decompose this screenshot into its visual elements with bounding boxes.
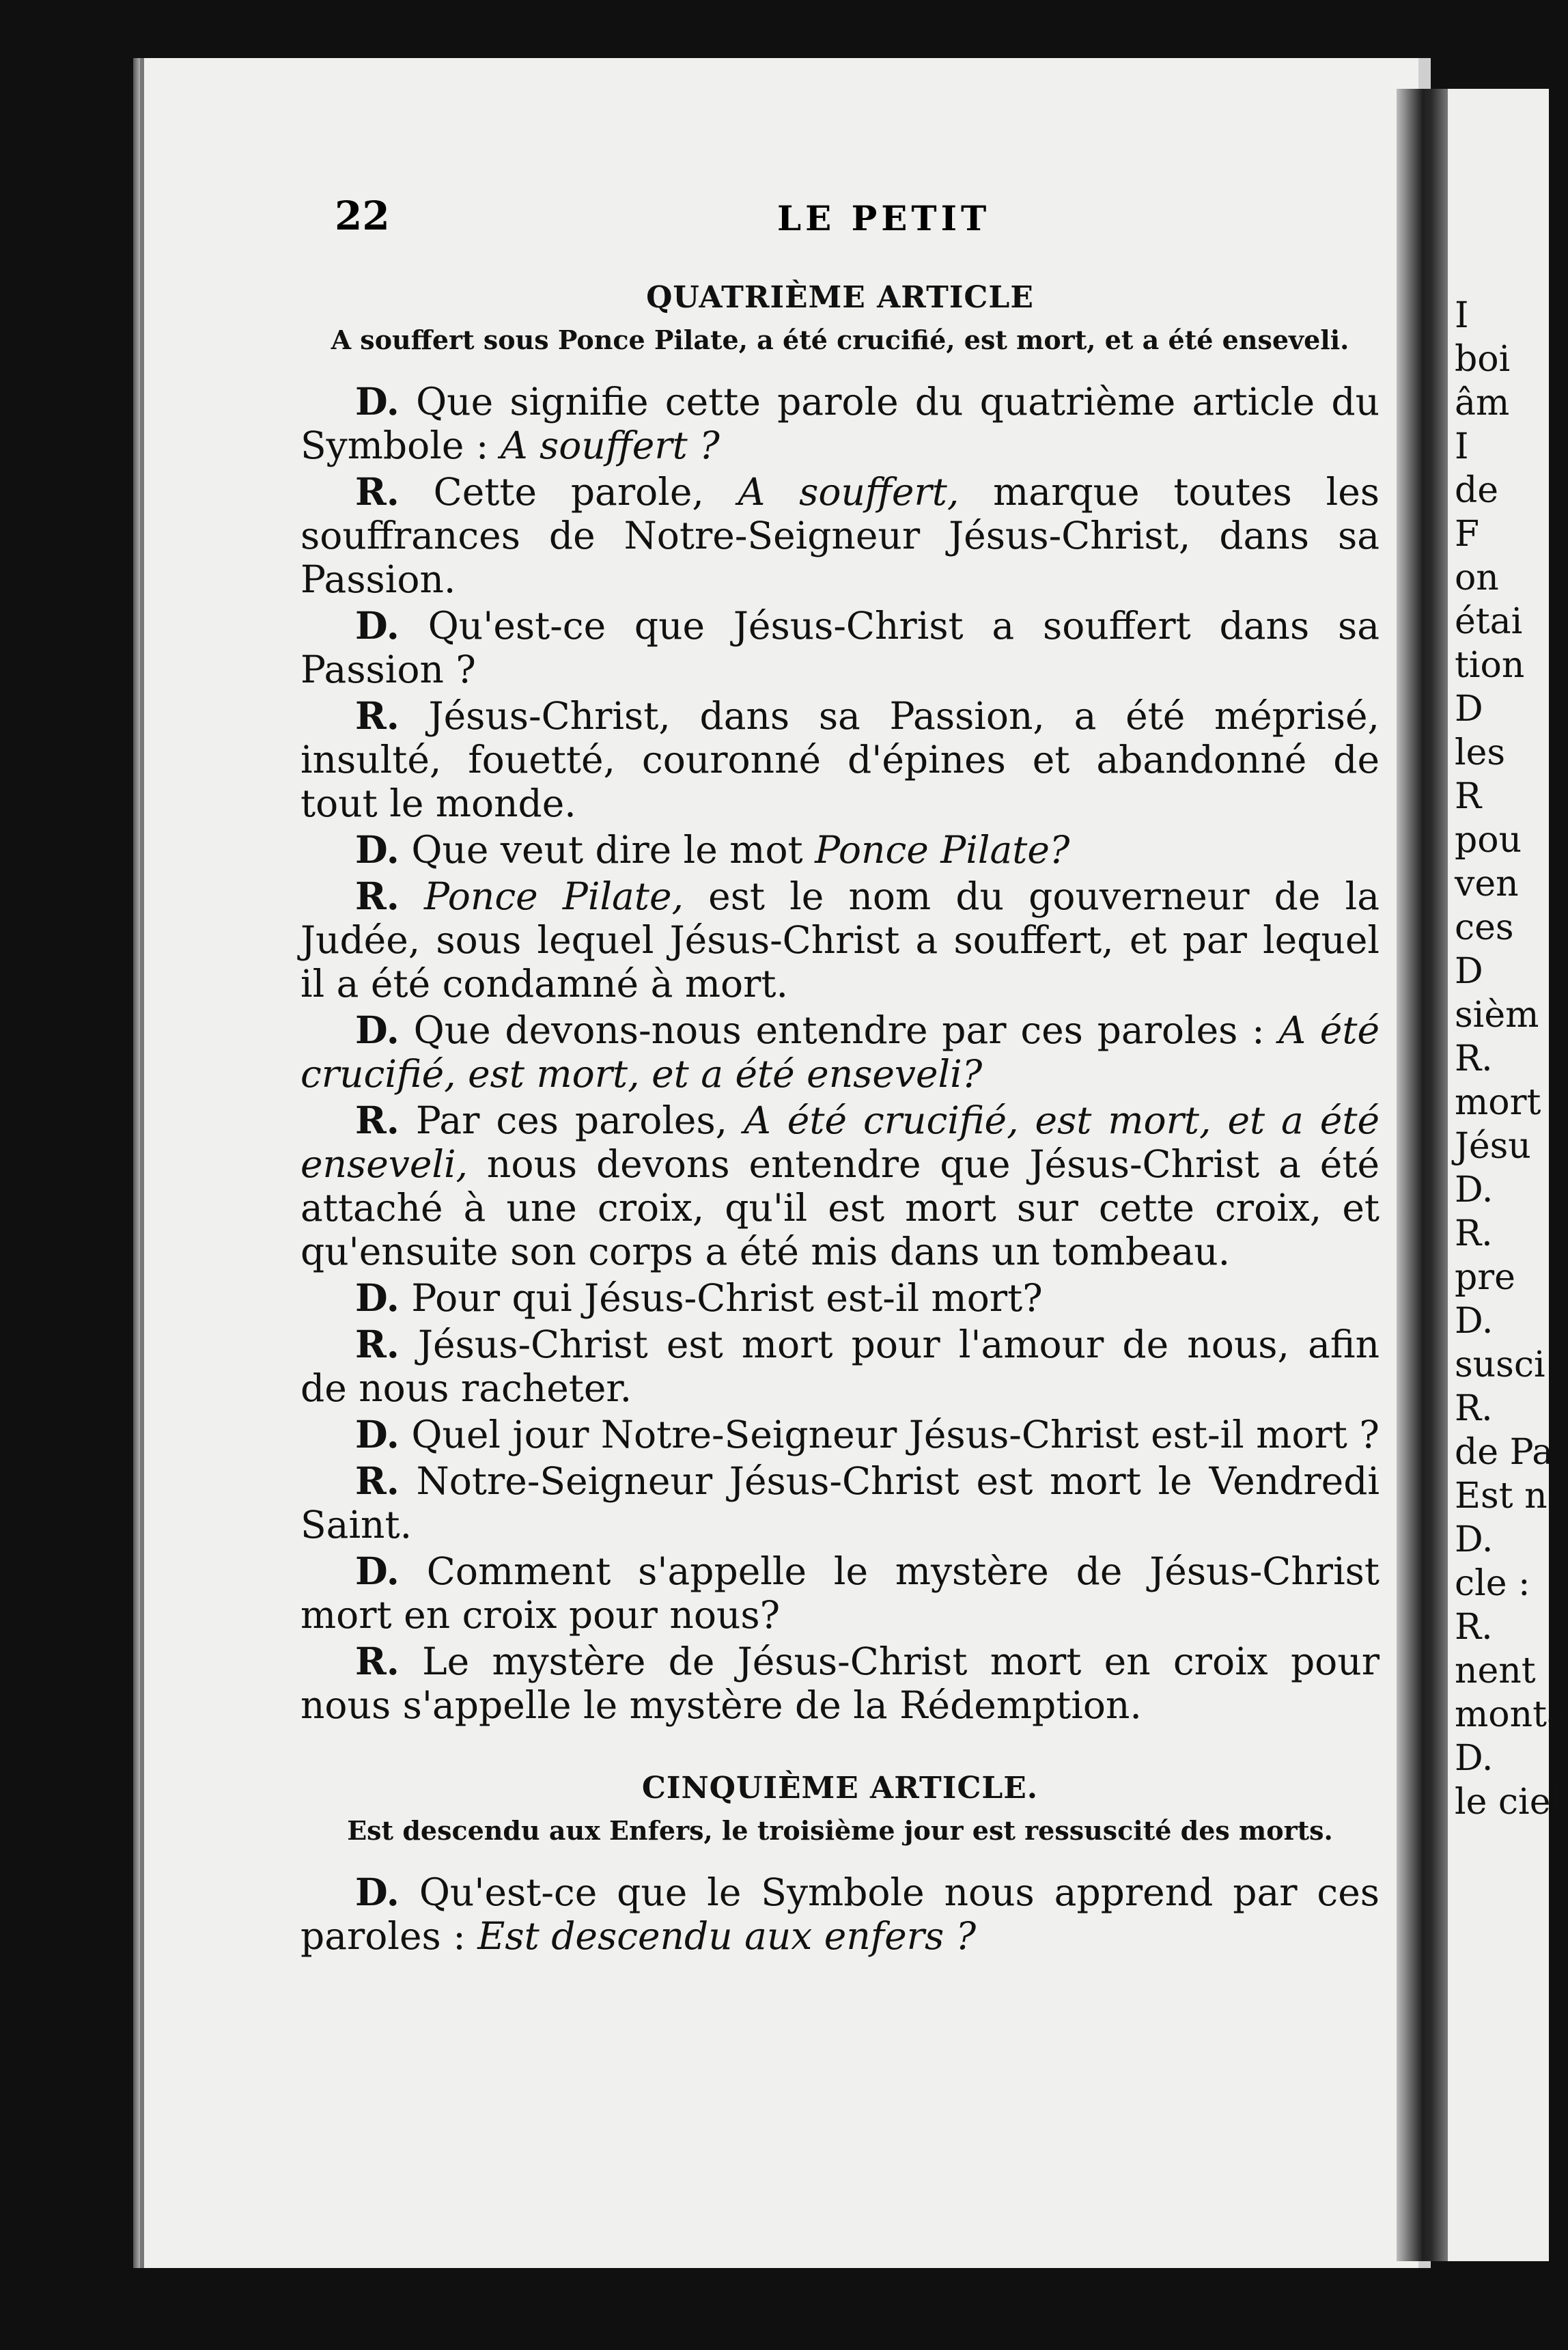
facing-page-line: R. xyxy=(1455,1607,1493,1648)
qa-tag: R. xyxy=(355,874,400,918)
facing-page-line: R. xyxy=(1455,1038,1493,1079)
facing-page-line: les xyxy=(1455,732,1506,773)
qa-emphasis: A été crucifié, est mort, et a été enseveli? xyxy=(300,1008,1380,1096)
qa-emphasis: Est descendu aux enfers ? xyxy=(477,1914,977,1958)
facing-page-line: boi xyxy=(1455,339,1511,380)
facing-page-line: D. xyxy=(1455,1738,1494,1779)
qa-text: Pour qui Jésus-Christ est-il mort? xyxy=(411,1276,1043,1320)
section-subtitle: Est descendu aux Enfers, le troisième jour est ressuscité des morts. xyxy=(347,1815,1333,1846)
qa-emphasis: A souffert, xyxy=(738,470,960,514)
qa-emphasis: Ponce Pilate? xyxy=(815,828,1070,872)
qa-paragraph xyxy=(300,1323,1380,1410)
qa-text: Jésus-Christ est mort pour l'amour de nous, afin de nous racheter. xyxy=(300,1323,1380,1410)
facing-page-line: étai xyxy=(1455,601,1523,642)
qa-emphasis: A été crucifié, est mort, et a été enseveli, xyxy=(300,1098,1380,1186)
facing-page-line: nent xyxy=(1455,1650,1536,1691)
page-body xyxy=(300,280,1380,1961)
facing-page-line: D. xyxy=(1455,1170,1494,1211)
facing-page-line: le ciel xyxy=(1455,1782,1563,1823)
facing-page-line: cle : xyxy=(1455,1563,1530,1604)
qa-paragraph xyxy=(300,470,1380,601)
book-gutter xyxy=(1397,89,1455,2261)
facing-page-line: R. xyxy=(1455,1213,1493,1254)
qa-emphasis: Ponce Pilate, xyxy=(424,874,684,918)
qa-tag: D. xyxy=(355,603,400,648)
qa-text: Qu'est-ce que Jésus-Christ a souffert dans sa Passion ? xyxy=(300,604,1380,691)
qa-text: Quel jour Notre-Seigneur Jésus-Christ est-il mort ? xyxy=(411,1413,1380,1456)
qa-text: Jésus-Christ, dans sa Passion, a été méprisé, insulté, fouetté, couronné d'épines et abandonné de tout le monde. xyxy=(300,694,1380,825)
qa-tag: D. xyxy=(355,1870,400,1914)
facing-page-line: susci xyxy=(1455,1344,1545,1385)
facing-page-line: tion xyxy=(1455,645,1525,686)
qa-text: Cette parole, xyxy=(433,470,738,514)
qa-paragraph xyxy=(300,380,1380,467)
page-header xyxy=(335,135,1508,239)
qa-paragraph xyxy=(300,1549,1380,1637)
facing-page-line: ven xyxy=(1455,863,1519,904)
qa-tag: D. xyxy=(355,1549,400,1593)
facing-page-text xyxy=(1448,89,1568,1824)
qa-tag: R. xyxy=(355,1322,400,1366)
qa-tag: R. xyxy=(355,693,400,738)
qa-text: Notre-Seigneur Jésus-Christ est mort le Vendredi Saint. xyxy=(300,1459,1380,1547)
qa-tag: R. xyxy=(355,1098,400,1142)
qa-paragraph xyxy=(300,874,1380,1006)
qa-paragraph xyxy=(300,828,1380,872)
qa-block xyxy=(300,1870,1380,1958)
facing-page-line: R. xyxy=(1455,1388,1493,1429)
facing-page-line: I xyxy=(1455,426,1469,467)
facing-page-line: pou xyxy=(1455,820,1522,861)
qa-text-after: est le nom du gouverneur de la Judée, sous lequel Jésus-Christ a souffert, et par lequel il a été condamné à mort. xyxy=(300,874,1380,1006)
facing-page-line: D xyxy=(1455,951,1483,992)
section-title: QUATRIÈME ARTICLE xyxy=(646,280,1034,315)
qa-text: Que devons-nous entendre par ces paroles : xyxy=(413,1008,1279,1052)
qa-paragraph xyxy=(300,1640,1380,1727)
facing-page-line: pre xyxy=(1455,1257,1515,1298)
facing-page-line: sièm xyxy=(1455,995,1539,1036)
qa-text: Le mystère de Jésus-Christ mort en croix pour nous s'appelle le mystère de la Rédemption. xyxy=(300,1640,1380,1727)
facing-page xyxy=(1448,89,1568,2261)
qa-text: Par ces paroles, xyxy=(415,1098,744,1142)
qa-tag: R. xyxy=(355,1639,400,1683)
qa-text: Qu'est-ce que le Symbole nous apprend par ces paroles : xyxy=(300,1870,1380,1958)
qa-tag: D. xyxy=(355,1275,400,1320)
qa-text: Comment s'appelle le mystère de Jésus-Christ mort en croix pour nous? xyxy=(300,1549,1380,1637)
qa-paragraph xyxy=(300,1098,1380,1273)
qa-paragraph xyxy=(300,604,1380,691)
facing-page-line: mort xyxy=(1455,1082,1541,1123)
qa-text: Que signifie cette parole du quatrième article du Symbole : xyxy=(300,380,1380,467)
section-title: CINQUIÈME ARTICLE. xyxy=(641,1771,1039,1806)
running-title: LE PETIT xyxy=(777,198,991,238)
qa-tag: D. xyxy=(355,1412,400,1456)
qa-block xyxy=(300,380,1380,1727)
facing-page-line: ces xyxy=(1455,907,1514,948)
facing-page-line: Jésu xyxy=(1455,1126,1531,1167)
qa-tag: D. xyxy=(355,1008,400,1052)
facing-page-line: Est n xyxy=(1455,1476,1548,1517)
qa-paragraph xyxy=(300,1413,1380,1456)
qa-paragraph xyxy=(300,1276,1380,1320)
facing-page-line: de Pa xyxy=(1455,1432,1554,1473)
qa-tag: R. xyxy=(355,469,400,514)
qa-paragraph xyxy=(300,694,1380,825)
facing-page-line: D. xyxy=(1455,1301,1494,1342)
facing-page-line: F xyxy=(1455,514,1480,555)
qa-text-after: nous devons entendre que Jésus-Christ a été attaché à une croix, qu'il est mort sur cette croix, et qu'ensuite son corps a été mis dans un tombeau. xyxy=(300,1142,1380,1273)
qa-paragraph xyxy=(300,1459,1380,1547)
qa-text: Que veut dire le mot xyxy=(411,828,815,872)
qa-tag: D. xyxy=(355,379,400,424)
facing-page-line: de xyxy=(1455,470,1499,511)
qa-tag: D. xyxy=(355,827,400,872)
qa-tag: R. xyxy=(355,1459,400,1503)
qa-text-after: marque toutes les souffrances de Notre-Seigneur Jésus-Christ, dans sa Passion. xyxy=(300,470,1380,601)
facing-page-line: I xyxy=(1455,295,1469,336)
facing-page-line: monta xyxy=(1455,1694,1568,1735)
qa-paragraph xyxy=(300,1870,1380,1958)
page-number: 22 xyxy=(335,193,390,239)
facing-page-line: on xyxy=(1455,557,1499,598)
facing-page-line: R xyxy=(1455,776,1482,817)
section-subtitle: A souffert sous Ponce Pilate, a été crucifié, est mort, et a été enseveli. xyxy=(331,324,1349,355)
facing-page-line: D xyxy=(1455,689,1483,730)
qa-paragraph xyxy=(300,1008,1380,1096)
facing-page-line: âm xyxy=(1455,383,1510,424)
qa-emphasis: A souffert ? xyxy=(500,424,720,467)
facing-page-line: D. xyxy=(1455,1519,1494,1560)
